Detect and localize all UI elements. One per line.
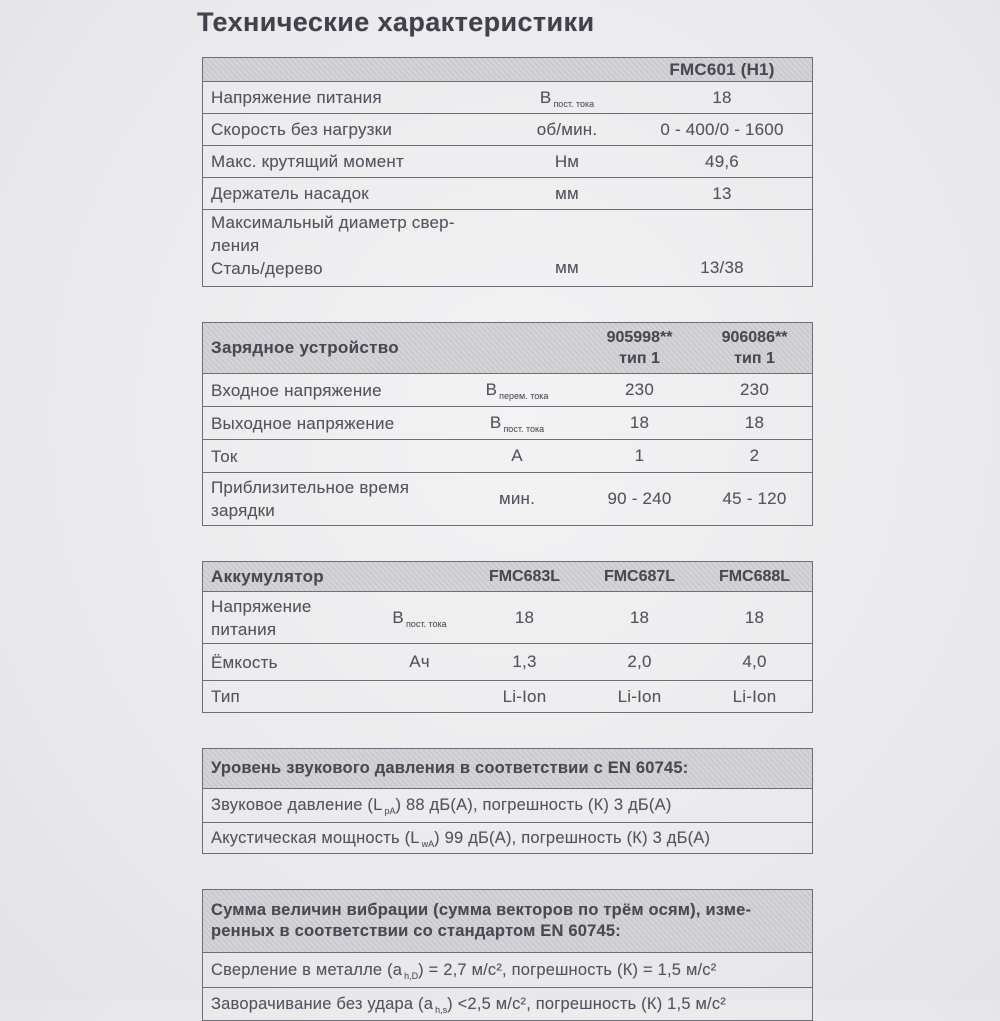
table-row: [203, 591, 812, 643]
sound-table-header: Уровень звукового давления в соответствии с EN 60745:: [203, 749, 812, 788]
unit-subscript: перем. тока: [499, 391, 549, 401]
sound-level-table: [202, 748, 813, 854]
battery-col1-header: FMC683L: [488, 568, 561, 585]
row-value: Li-Ion: [502, 686, 547, 706]
row-value: Li-Ion: [732, 686, 777, 706]
charger-col2-model: 906086**: [721, 329, 788, 346]
row-value: 230: [740, 380, 769, 399]
charger-col2-header: [697, 327, 812, 369]
text-post: ) 88 дБ(А), погрешность (К) 3 дБ(А): [395, 796, 672, 814]
charger-title: Зарядное устройство: [211, 338, 399, 357]
header-line: ренных в соответствии со стандартом EN 60745:: [211, 922, 621, 940]
row-value: 18: [744, 607, 765, 627]
text-post: ) <2,5 м/с², погрешность (К) 1,5 м/с²: [447, 994, 726, 1013]
row-label: Входное напряжение: [211, 380, 382, 400]
row-unit: [452, 380, 582, 400]
row-value: 45 - 120: [722, 489, 787, 508]
table-row: [203, 952, 812, 987]
row-unit: мин.: [498, 489, 536, 508]
text-post: ) = 2,7 м/с², погрешность (К) = 1,5 м/с²: [418, 960, 717, 979]
unit-symbol: В: [392, 607, 404, 627]
unit-subscript: пост. тока: [503, 424, 545, 434]
formula-subscript: wA: [421, 838, 435, 849]
vibration-table: [202, 889, 813, 1021]
row-value: 18: [514, 607, 535, 627]
row-label: Ток: [211, 446, 238, 466]
battery-spec-table: [202, 561, 813, 713]
row-label: [203, 595, 372, 641]
label-line: зарядки: [211, 501, 275, 520]
row-label: Держатель насадок: [211, 184, 369, 203]
battery-col2-header: FMC687L: [603, 568, 676, 585]
row-value: 2,0: [627, 652, 652, 671]
row-value: 4,0: [742, 652, 767, 671]
label-line: питания: [211, 619, 277, 639]
sound-row-text: [211, 829, 710, 848]
row-label: [203, 476, 452, 522]
row-label: Скорость без нагрузки: [211, 120, 393, 139]
row-unit: А: [511, 446, 523, 465]
table-row: [203, 145, 812, 177]
label-line: ления: [211, 236, 260, 255]
unit-symbol: В: [485, 380, 498, 399]
text-pre: Звуковое давление (L: [211, 796, 383, 814]
row-value: Li-Ion: [617, 686, 662, 706]
row-value: 1: [634, 446, 645, 465]
row-value: 2: [749, 446, 760, 465]
row-label: [203, 211, 502, 286]
unit-subscript: пост. тока: [405, 618, 447, 629]
charger-col1-header: [582, 327, 697, 369]
row-value: 49,6: [705, 151, 739, 171]
charger-spec-table: [202, 322, 813, 526]
row-value: 18: [629, 413, 650, 432]
tool-table-header: [203, 58, 812, 81]
vibration-row-text: [211, 995, 726, 1014]
text-pre: Заворачивание без удара (a: [211, 994, 434, 1013]
text-pre: Акустическая мощность (L: [211, 828, 420, 847]
row-value: 13: [712, 183, 732, 203]
table-row: [203, 472, 812, 525]
header-line: Сумма величин вибрации (сумма векторов по трём осям), изме-: [211, 901, 752, 919]
table-row: [203, 788, 812, 822]
label-line: Максимальный диаметр свер-: [211, 213, 455, 232]
battery-table-header: [203, 562, 812, 591]
label-line: Напряжение: [211, 596, 312, 616]
page-title: Технические характеристики: [197, 7, 595, 37]
charger-col1-model: 905998**: [606, 329, 673, 346]
table-row: [203, 177, 812, 209]
charger-col2-type: тип 1: [734, 350, 775, 367]
row-unit: Ач: [409, 652, 430, 671]
unit-symbol: В: [489, 413, 502, 432]
text-post: ) 99 дБ(А), погрешность (К) 3 дБ(А): [434, 828, 711, 847]
page-content: [197, 6, 815, 1021]
row-label: Выходное напряжение: [211, 413, 395, 433]
row-unit: [452, 413, 582, 433]
row-value: 18: [629, 607, 650, 627]
table-row: [203, 113, 812, 145]
sound-row-text: [211, 796, 672, 815]
unit-symbol: В: [539, 87, 552, 107]
charger-table-header: [203, 323, 812, 373]
row-unit: [502, 88, 632, 108]
row-value: 1,3: [512, 652, 537, 671]
battery-col3-header: FMC688L: [718, 568, 791, 585]
row-unit: мм: [555, 258, 579, 277]
row-unit: мм: [555, 183, 579, 203]
row-value: 18: [712, 87, 732, 107]
label-line: Сталь/дерево: [211, 259, 323, 278]
formula-subscript: h,s: [435, 1004, 448, 1015]
table-row: [203, 373, 812, 406]
row-unit: Нм: [554, 151, 580, 171]
tool-model-header: FMC601 (H1): [669, 59, 775, 79]
row-value: 18: [744, 413, 765, 432]
row-value: 230: [625, 380, 654, 399]
row-label: Напряжение питания: [211, 88, 382, 107]
table-row: [203, 680, 812, 712]
row-label: Тип: [211, 687, 240, 706]
table-row: [203, 643, 812, 680]
formula-subscript: h,D: [404, 970, 419, 981]
charger-col1-type: тип 1: [619, 350, 660, 367]
unit-subscript: пост. тока: [553, 98, 595, 109]
table-row: [203, 822, 812, 853]
row-unit: об/мин.: [536, 119, 598, 139]
table-row: [203, 406, 812, 439]
vibration-row-text: [211, 961, 716, 980]
label-line: Приблизительное время: [211, 478, 410, 497]
formula-subscript: pA: [384, 806, 396, 816]
table-row: [203, 987, 812, 1020]
table-row: [203, 209, 812, 286]
battery-title: Аккумулятор: [211, 566, 324, 586]
row-label: Ёмкость: [211, 652, 278, 672]
vibration-table-header: [203, 890, 812, 952]
text-pre: Сверление в металле (a: [211, 960, 403, 979]
row-value: 0 - 400/0 - 1600: [660, 119, 784, 139]
table-row: [203, 81, 812, 113]
row-value: 90 - 240: [607, 489, 672, 508]
row-unit: [372, 608, 467, 628]
row-label: Макс. крутящий момент: [211, 152, 404, 171]
row-value: 13/38: [700, 258, 744, 277]
table-row: [203, 439, 812, 472]
tool-spec-table: [202, 57, 813, 287]
